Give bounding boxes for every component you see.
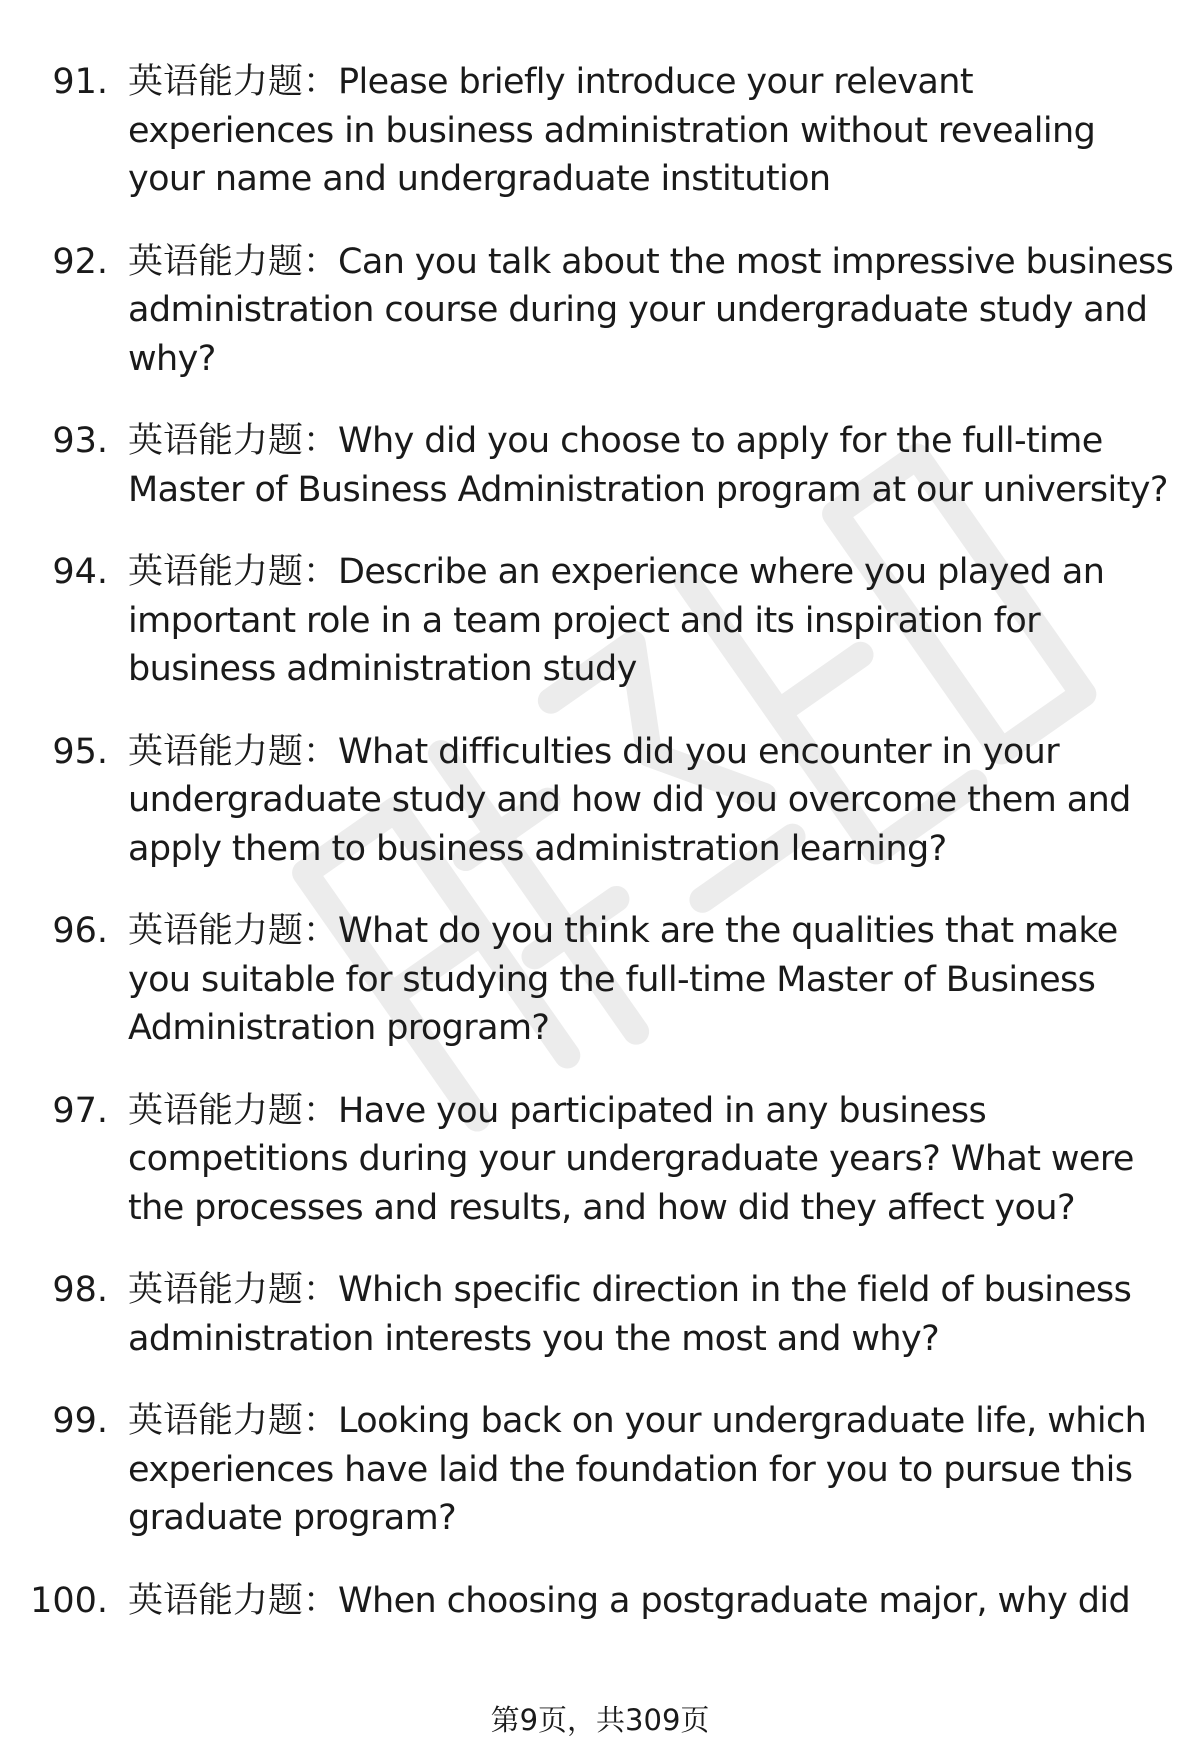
question-number: 92. bbox=[52, 241, 108, 282]
question-number: 95. bbox=[52, 731, 108, 772]
question-text: Please briefly introduce your relevant experiences in business administration without revealing your name and undergraduate institution bbox=[128, 62, 1096, 199]
question-number: 94. bbox=[52, 552, 108, 592]
question-body bbox=[128, 58, 1178, 204]
question-type-label: 英语能力题： bbox=[128, 1270, 339, 1310]
question-body bbox=[128, 548, 1178, 694]
question-text: Which specific direction in the field of business administration interests you the most and why? bbox=[128, 1270, 1132, 1359]
question-body bbox=[128, 907, 1178, 1053]
question-text: When choosing a postgraduate major, why did bbox=[338, 1580, 1131, 1621]
question-item bbox=[0, 1397, 1200, 1543]
question-item bbox=[0, 548, 1200, 694]
question-body bbox=[128, 728, 1178, 874]
question-item bbox=[0, 728, 1200, 874]
question-text: Can you talk about the most impressive business administration course during your undergraduate study and why? bbox=[128, 241, 1174, 379]
question-number: 98. bbox=[52, 1270, 108, 1310]
question-text: Describe an experience where you played an important role in a team project and its inspiration for business administration study bbox=[128, 552, 1105, 689]
question-body bbox=[128, 417, 1178, 514]
question-text: Why did you choose to apply for the full-time Master of Business Administration program at our university? bbox=[128, 421, 1168, 510]
question-body bbox=[128, 238, 1178, 384]
question-type-label: 英语能力题： bbox=[128, 421, 339, 461]
question-text: What do you think are the qualities that make you suitable for studying the full-time Master of Business Administration program? bbox=[128, 911, 1118, 1048]
question-number: 97. bbox=[52, 1090, 108, 1131]
question-type-label: 英语能力题： bbox=[128, 1090, 339, 1131]
question-body bbox=[128, 1087, 1178, 1233]
question-item bbox=[0, 238, 1200, 384]
question-list bbox=[0, 58, 1200, 1659]
question-type-label: 英语能力题： bbox=[128, 241, 339, 282]
question-type-label: 英语能力题： bbox=[128, 731, 339, 772]
question-body bbox=[128, 1577, 1178, 1626]
question-number: 99. bbox=[52, 1401, 108, 1441]
question-text: What difficulties did you encounter in your undergraduate study and how did you overcome them and apply them to business administration learning? bbox=[128, 731, 1131, 869]
question-number: 100. bbox=[30, 1580, 108, 1621]
question-number: 93. bbox=[52, 421, 108, 461]
question-body bbox=[128, 1266, 1178, 1363]
question-body bbox=[128, 1397, 1178, 1543]
question-number: 91. bbox=[52, 62, 108, 102]
question-type-label: 英语能力题： bbox=[128, 552, 339, 592]
question-type-label: 英语能力题： bbox=[128, 911, 339, 951]
question-text: Have you participated in any business competitions during your undergraduate years? What were the processes and results, and how did they affect you? bbox=[128, 1090, 1134, 1228]
page-number-footer: 第9页，共309页 bbox=[0, 1702, 1200, 1738]
question-type-label: 英语能力题： bbox=[128, 62, 339, 102]
question-type-label: 英语能力题： bbox=[128, 1580, 339, 1621]
question-number: 96. bbox=[52, 911, 108, 951]
question-item bbox=[0, 58, 1200, 204]
question-item bbox=[0, 417, 1200, 514]
question-item bbox=[0, 1266, 1200, 1363]
question-item bbox=[0, 1577, 1200, 1626]
question-item bbox=[0, 1087, 1200, 1233]
question-text: Looking back on your undergraduate life, which experiences have laid the foundation for you to pursue this graduate program? bbox=[128, 1401, 1147, 1538]
question-type-label: 英语能力题： bbox=[128, 1401, 339, 1441]
question-item bbox=[0, 907, 1200, 1053]
